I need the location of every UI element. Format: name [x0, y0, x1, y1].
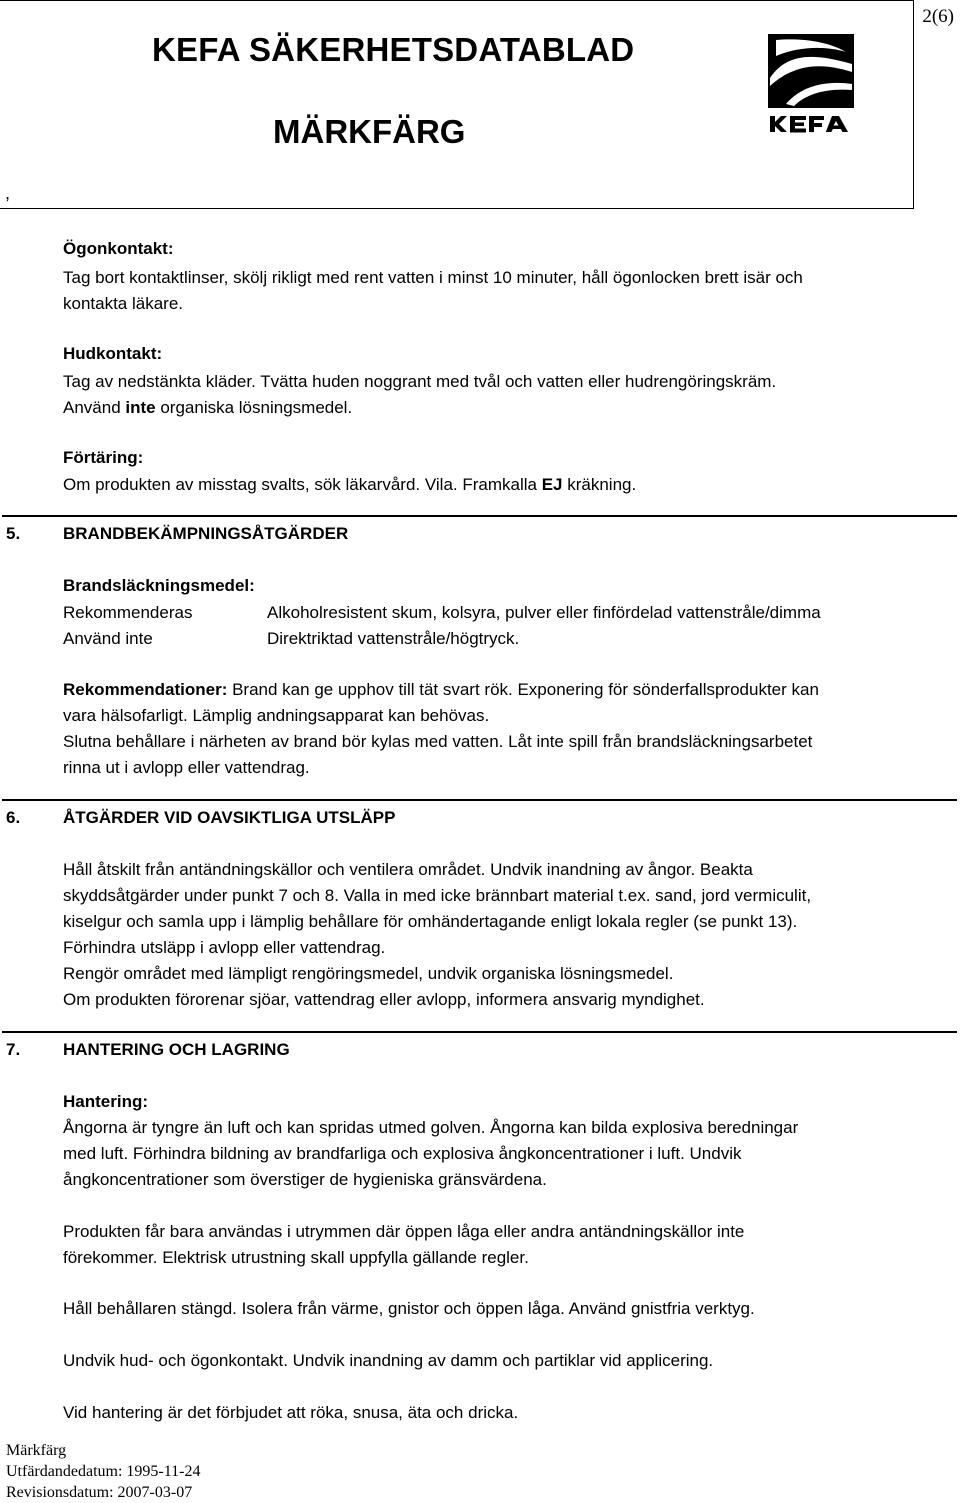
section-6-line: Förhindra utsläpp i avlopp eller vattendrag.: [63, 938, 386, 957]
section-6-line: kiselgur och samla upp i lämplig behållare för omhändertagande enligt lokala regler (se punkt 13).: [63, 912, 798, 931]
recommendations-text-3: Slutna behållare i närheten av brand bör kylas med vatten. Låt inte spill från brandsläckningsarbetet: [63, 732, 813, 751]
handling-text: ångkoncentrationer som överstiger de hygieniska gränsvärdena.: [63, 1170, 547, 1189]
skin-contact-text-2: Använd inte organiska lösningsmedel.: [63, 398, 353, 417]
section-5-rule: [2, 515, 957, 517]
handling-label: Hantering:: [63, 1092, 148, 1111]
skin-contact-text-1: Tag av nedstänkta kläder. Tvätta huden noggrant med tvål och vatten eller hudrengöringskräm.: [63, 372, 777, 391]
section-6-line: Om produkten förorenar sjöar, vattendrag eller avlopp, informera ansvarig myndighet.: [63, 990, 705, 1009]
handling-text: Håll behållaren stängd. Isolera från värme, gnistor och öppen låga. Använd gnistfria verktyg.: [63, 1299, 755, 1318]
skin-contact-label: Hudkontakt:: [63, 344, 163, 363]
section-6-line: skyddsåtgärder under punkt 7 och 8. Valla in med icke brännbart material t.ex. sand, jord vermiculit,: [63, 886, 812, 905]
eye-contact-text-1: Tag bort kontaktlinser, skölj rikligt med rent vatten i minst 10 minuter, håll ögonlocken brett isär och: [63, 268, 803, 287]
document-title: KEFA SÄKERHETSDATABLAD: [152, 31, 635, 68]
extinguishing-media-label: Brandsläckningsmedel:: [63, 576, 255, 595]
kefa-logo: [766, 34, 856, 134]
handling-text: med luft. Förhindra bildning av brandfarliga och explosiva ångkoncentrationer i luft. Undvik: [63, 1144, 742, 1163]
svg-text:KEFA: KEFA: [811, 133, 814, 134]
section-7-title: HANTERING OCH LAGRING: [63, 1040, 290, 1059]
recommendations-text-4: rinna ut i avlopp eller vattendrag.: [63, 758, 310, 777]
section-6-number: 6.: [6, 808, 21, 827]
eye-contact-label: Ögonkontakt:: [63, 239, 174, 258]
section-6-rule: [2, 799, 957, 801]
footer-issued-date: Utfärdandedatum: 1995-11-24: [6, 1463, 201, 1480]
section-7-number: 7.: [6, 1040, 21, 1059]
section-6-line: Håll åtskilt från antändningskällor och ventilera området. Undvik inandning av ångor. Beakta: [63, 860, 753, 879]
handling-text: förekommer. Elektrisk utrustning skall uppfylla gällande regler.: [63, 1248, 529, 1267]
section-6-line: Rengör området med lämpligt rengöringsmedel, undvik organiska lösningsmedel.: [63, 964, 674, 983]
ingestion-label: Förtäring:: [63, 448, 144, 467]
footer-product: Märkfärg: [6, 1442, 67, 1459]
recommended-key: Rekommenderas: [63, 603, 193, 622]
recommendations-text-1: Rekommendationer: Brand kan ge upphov till tät svart rök. Exponering för sönderfallsprodukter kan: [63, 680, 819, 699]
product-name: MÄRKFÄRG: [273, 113, 466, 150]
footer-revised-date: Revisionsdatum: 2007-03-07: [6, 1484, 193, 1501]
footer: [6, 1440, 200, 1503]
handling-text: Ångorna är tyngre än luft och kan spridas utmed golven. Ångorna kan bilda explosiva beredningar: [63, 1118, 799, 1137]
do-not-use-value: Direktriktad vattenstråle/högtryck.: [267, 629, 520, 648]
page-number: 2(6): [922, 6, 954, 27]
section-5-number: 5.: [6, 524, 21, 543]
section-6-title: ÅTGÄRDER VID OAVSIKTLIGA UTSLÄPP: [63, 808, 396, 827]
ingestion-text: Om produkten av misstag svalts, sök läkarvård. Vila. Framkalla EJ kräkning.: [63, 475, 637, 494]
eye-contact-text-2: kontakta läkare.: [63, 294, 184, 313]
recommendations-text-2: vara hälsofarligt. Lämplig andningsapparat kan behövas.: [63, 706, 490, 725]
handling-text: Undvik hud- och ögonkontakt. Undvik inandning av damm och partiklar vid applicering.: [63, 1351, 714, 1370]
do-not-use-key: Använd inte: [63, 629, 153, 648]
handling-text: Vid hantering är det förbjudet att röka, snusa, äta och dricka.: [63, 1403, 519, 1422]
handling-text: Produkten får bara användas i utrymmen där öppen låga eller andra antändningskällor inte: [63, 1222, 745, 1241]
header-comma: ,: [5, 183, 11, 203]
section-5-title: BRANDBEKÄMPNINGSÅTGÄRDER: [63, 524, 349, 543]
section-7-rule: [2, 1031, 957, 1033]
recommended-value: Alkoholresistent skum, kolsyra, pulver eller finfördelad vattenstråle/dimma: [267, 603, 821, 622]
